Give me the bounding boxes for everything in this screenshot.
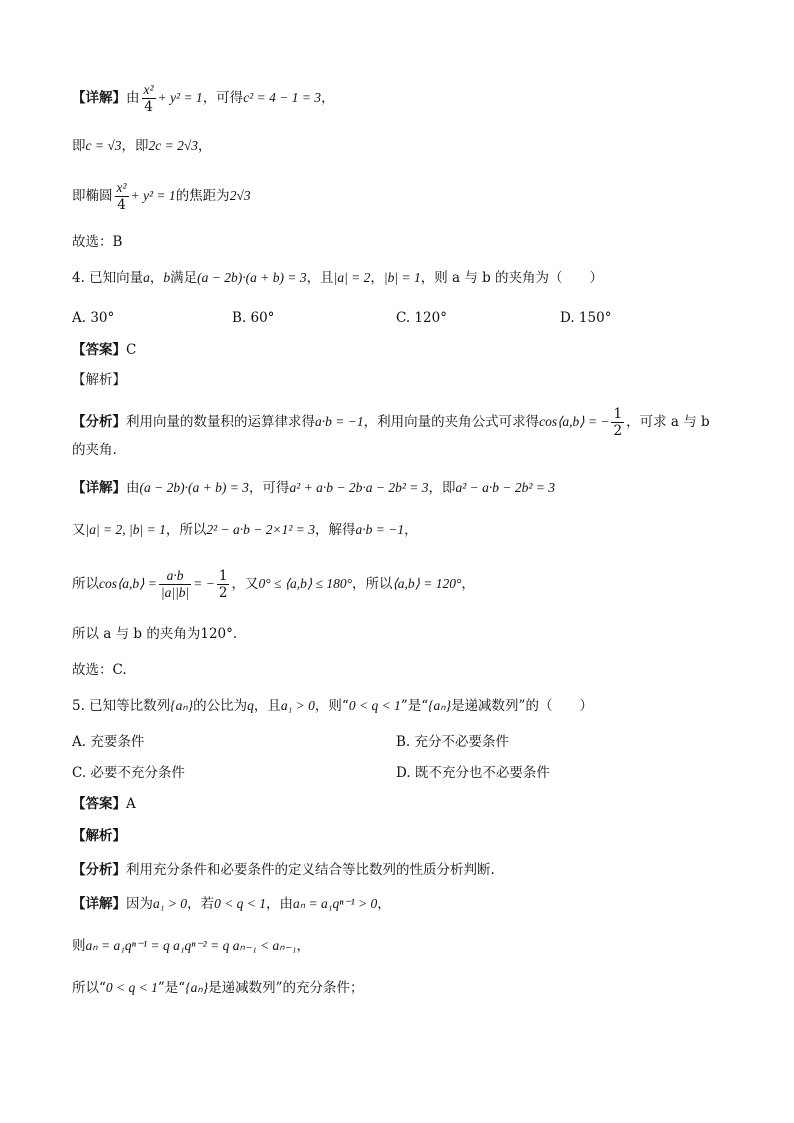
text: 由: [126, 480, 140, 496]
ellipse-fraction: [115, 180, 129, 213]
q4-answer: [72, 340, 136, 360]
frac-den: 4: [117, 197, 126, 213]
q4-detail-line-2: [72, 520, 418, 540]
equation: 0° ≤ ⟨a,b⟩ ≤ 180°: [258, 576, 352, 591]
equation: ⟨a,b⟩ = 120°: [392, 576, 462, 591]
text: 满足: [170, 270, 198, 286]
q5-analysis-tag: 【解析】: [72, 828, 126, 844]
equation: a·b = −1: [355, 522, 405, 537]
vector-b: b: [163, 270, 171, 285]
text: ，所以: [165, 522, 207, 538]
equation: |b| = 1: [383, 270, 421, 285]
ellipse-rest: + y² = 1: [157, 90, 203, 105]
text: ，: [461, 576, 475, 592]
frac-num: 1: [613, 406, 623, 422]
q4-detail-line-4: 所以 a 与 b 的夹角为120°.: [72, 626, 238, 642]
equation: 0 < q < 1: [348, 698, 401, 713]
frac-den: |a||b|: [160, 585, 190, 600]
text: 4. 已知向量: [72, 270, 144, 286]
q4-detail-line-1: [72, 478, 555, 498]
text: ”是“: [400, 698, 429, 714]
text: 即: [72, 138, 86, 154]
q4-stem: [72, 268, 603, 288]
ellipse-fraction: [142, 82, 156, 115]
text: ，则 a 与 b 的夹角为（ ）: [420, 270, 604, 286]
q5-answer: [72, 794, 136, 814]
text: ，则“: [314, 698, 349, 714]
equation: 2² − a·b − 2×1² = 3: [206, 522, 315, 537]
text: ，且: [306, 270, 334, 286]
text: ，: [404, 522, 418, 538]
equation: 0 < q < 1: [105, 980, 158, 995]
frac-num: 1: [218, 568, 228, 584]
detail-tag: 【详解】: [72, 480, 126, 496]
equation: 2√3: [229, 188, 251, 203]
text: ，即: [121, 138, 149, 154]
text: 即椭圆: [72, 188, 113, 204]
equation: c² = 4 − 1 = 3: [243, 90, 322, 105]
text: ，利用向量的夹角公式可求得: [363, 414, 540, 430]
equation: a² − a·b − 2b² = 3: [455, 480, 556, 495]
answer-value: A: [126, 796, 136, 812]
equation: cos⟨a,b⟩ = −: [539, 414, 610, 429]
q5-stem: [72, 696, 593, 716]
frac-num: x²: [116, 180, 127, 195]
equation: a² + a·b − 2b·a − 2b² = 3: [289, 480, 429, 495]
q3-detail-line-1: [72, 82, 335, 115]
equation: |a| = 2: [333, 270, 371, 285]
q3-detail-line-2: [72, 136, 212, 156]
equation: 2c = 2√3: [148, 138, 199, 153]
q4-choice: 故选：C.: [72, 662, 127, 678]
equation: a₁ > 0: [280, 698, 315, 713]
equation: cos⟨a,b⟩ =: [99, 576, 157, 591]
frac-den: 2: [218, 585, 228, 601]
text: 又: [72, 522, 86, 538]
text: ，: [198, 138, 212, 154]
text: ，: [377, 896, 391, 912]
text: ，由: [266, 896, 294, 912]
text: ，可得: [202, 90, 244, 106]
q3-detail-line-3: [72, 180, 251, 213]
q4-option-d: D. 150°: [560, 310, 612, 326]
text: ，即: [428, 480, 456, 496]
text: 所以: [72, 576, 99, 592]
text: 则: [72, 938, 86, 954]
text: 是递减数列”的充分条件；: [208, 980, 364, 996]
vector-a: a: [143, 270, 150, 285]
text: ，: [296, 938, 310, 954]
text: ，解得: [315, 522, 356, 538]
equation: = −: [193, 576, 215, 591]
text: ，所以: [351, 576, 393, 592]
equation: a₁ > 0: [153, 896, 188, 911]
q5-detail-line-1: [72, 894, 391, 914]
q4-method-line-2: 的夹角.: [72, 442, 117, 458]
text: ，若: [187, 896, 215, 912]
equation: q: [247, 698, 254, 713]
text: ，: [149, 270, 164, 286]
text: ，: [370, 270, 384, 286]
text: ，: [321, 90, 335, 106]
q5-method: [72, 860, 495, 880]
q5-option-c: C. 必要不充分条件: [72, 765, 185, 781]
equation: aₙ = a₁qⁿ⁻¹ = q a₁qⁿ⁻² = q aₙ₋₁ < aₙ₋₁: [85, 938, 297, 953]
text: ，又: [231, 576, 259, 592]
text: 因为: [126, 896, 153, 912]
equation: {aₙ}: [170, 698, 194, 713]
frac-den: 2: [613, 423, 623, 439]
q4-option-c: C. 120°: [396, 310, 447, 326]
q5-option-a: A. 充要条件: [72, 734, 145, 750]
method-tag: 【分析】: [72, 414, 126, 430]
detail-tag: 【详解】: [72, 90, 126, 106]
half-fraction: [611, 406, 624, 439]
ellipse-rest: + y² = 1: [130, 188, 176, 203]
text: ”是“: [157, 980, 186, 996]
answer-value: C: [126, 342, 137, 358]
method-tag: 【分析】: [72, 862, 126, 878]
q5-detail-line-2: [72, 936, 310, 956]
equation: c = √3: [85, 138, 122, 153]
text: 所以“: [72, 980, 106, 996]
detail-tag: 【详解】: [72, 896, 126, 912]
q4-detail-line-3: [72, 568, 475, 601]
equation: |a| = 2, |b| = 1: [85, 522, 166, 537]
cos-fraction: [159, 568, 191, 601]
text: 的焦距为: [175, 188, 230, 204]
text: 5. 已知等比数列: [72, 698, 171, 714]
half-fraction: [217, 568, 230, 601]
q4-option-b: B. 60°: [232, 310, 275, 326]
answer-tag: 【答案】: [72, 342, 126, 358]
equation: {aₙ}: [428, 698, 452, 713]
q5-option-d: D. 既不充分也不必要条件: [396, 765, 550, 781]
text: 利用充分条件和必要条件的定义结合等比数列的性质分析判断.: [126, 862, 495, 878]
q4-method-line-1: [72, 406, 710, 439]
q4-analysis-tag: 【解析】: [72, 372, 126, 388]
frac-num: a·b: [159, 568, 191, 585]
equation: (a − 2b)·(a + b) = 3: [197, 270, 307, 285]
answer-tag: 【答案】: [72, 796, 126, 812]
text: ，可得: [248, 480, 290, 496]
q5-detail-line-3: [72, 978, 364, 998]
text: 利用向量的数量积的运算律求得: [126, 414, 315, 430]
equation: 0 < q < 1: [214, 896, 267, 911]
equation: aₙ = a₁qⁿ⁻¹ > 0: [293, 896, 378, 911]
text: 的公比为: [193, 698, 248, 714]
frac-num: x²: [143, 82, 154, 97]
text: 是递减数列”的（ ）: [451, 698, 593, 714]
frac-den: 4: [144, 99, 153, 115]
q5-option-b: B. 充分不必要条件: [396, 734, 510, 750]
text: ，且: [253, 698, 281, 714]
equation: (a − 2b)·(a + b) = 3: [139, 480, 249, 495]
equation: a·b = −1: [315, 414, 364, 429]
q3-choice: 故选：B: [72, 234, 123, 250]
text: ，可求 a 与 b: [626, 414, 710, 430]
q4-option-a: A. 30°: [72, 310, 115, 326]
text: 由: [126, 90, 140, 106]
equation: {aₙ}: [185, 980, 209, 995]
